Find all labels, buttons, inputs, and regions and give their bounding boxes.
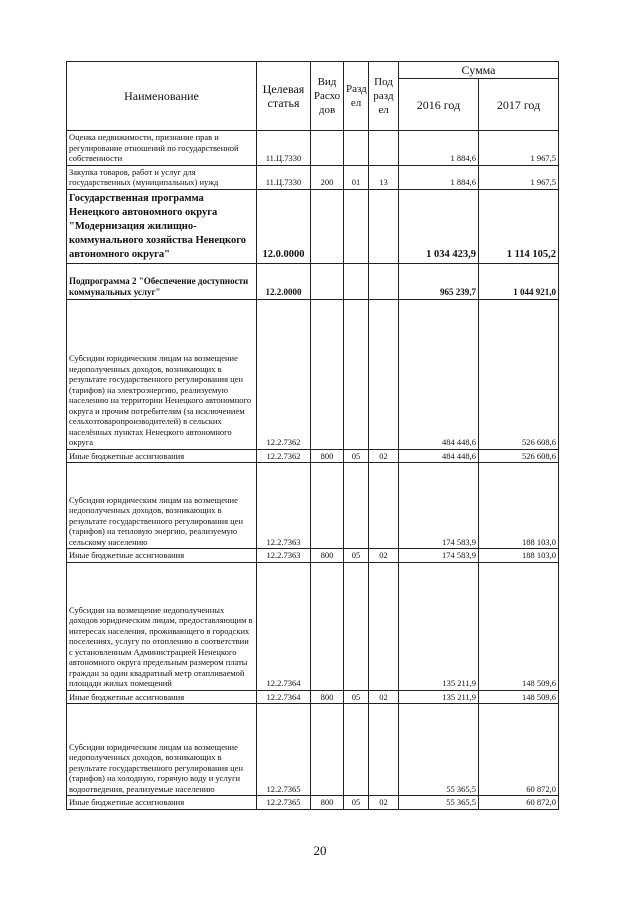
row-name: Иные бюджетные ассигнования: [67, 690, 257, 704]
row-vid: 800: [311, 449, 344, 463]
row-vid: 800: [311, 690, 344, 704]
header-year-2017: 2017 год: [479, 79, 559, 131]
row-podrazd: 02: [369, 690, 399, 704]
row-razd: [344, 299, 369, 449]
table-row: [67, 299, 559, 449]
row-article: 12.0.0000: [257, 189, 311, 263]
row-sum-2017: 1 114 105,2: [479, 189, 559, 263]
row-name: Субсидии юридическим лицам на возмещение недополученных доходов, возникающих в результате государственного регулирования цен (тарифов) на холодную, горячую воду и услуги водоотведения, реализуемые населению: [67, 704, 257, 796]
row-razd: [344, 704, 369, 796]
row-vid: 800: [311, 796, 344, 810]
row-sum-2017: 188 103,0: [479, 549, 559, 563]
row-sum-2016: 55 365,5: [399, 704, 479, 796]
table-row: [67, 690, 559, 704]
row-name: Иные бюджетные ассигнования: [67, 449, 257, 463]
table-row: [67, 131, 559, 166]
row-sum-2016: 1 884,6: [399, 165, 479, 189]
row-podrazd: 02: [369, 549, 399, 563]
row-podrazd: [369, 463, 399, 549]
table-row: [67, 263, 559, 299]
row-name: Иные бюджетные ассигнования: [67, 796, 257, 810]
row-podrazd: [369, 562, 399, 690]
row-sum-2016: 174 583,9: [399, 549, 479, 563]
row-razd: 05: [344, 796, 369, 810]
row-name: Субсидии юридическим лицам на возмещение недополученных доходов, возникающих в результате государственного регулирования цен (тарифов) на тепловую энергию, реализуемую сельскому населению: [67, 463, 257, 549]
row-sum-2016: 484 448,6: [399, 449, 479, 463]
row-razd: 01: [344, 165, 369, 189]
row-article: 12.2.7365: [257, 704, 311, 796]
row-name: Оценка недвижимости, признание прав и регулирование отношений по государственной собственности: [67, 131, 257, 166]
budget-table: [66, 61, 559, 810]
row-sum-2017: 60 872,0: [479, 796, 559, 810]
header-expense-type: Вид Расхо дов: [311, 62, 344, 131]
row-sum-2017: 1 967,5: [479, 131, 559, 166]
row-podrazd: 13: [369, 165, 399, 189]
row-razd: [344, 562, 369, 690]
table-row: [67, 463, 559, 549]
header-name: Наименование: [67, 62, 257, 131]
row-podrazd: [369, 189, 399, 263]
row-vid: [311, 131, 344, 166]
row-sum-2016: 484 448,6: [399, 299, 479, 449]
row-sum-2016: 55 365,5: [399, 796, 479, 810]
row-article: 12.2.7364: [257, 562, 311, 690]
row-sum-2017: 1 967,5: [479, 165, 559, 189]
table-row: [67, 704, 559, 796]
row-vid: [311, 263, 344, 299]
row-sum-2017: 1 044 921,0: [479, 263, 559, 299]
header-subsection: Под разд ел: [369, 62, 399, 131]
row-article: 12.2.7363: [257, 463, 311, 549]
row-article: 12.2.7363: [257, 549, 311, 563]
row-sum-2017: 526 608,6: [479, 449, 559, 463]
row-name: Подпрограмма 2 "Обеспечение доступности коммунальных услуг": [67, 263, 257, 299]
row-vid: [311, 562, 344, 690]
row-sum-2016: 965 239,7: [399, 263, 479, 299]
row-article: 12.2.7365: [257, 796, 311, 810]
row-podrazd: [369, 704, 399, 796]
table-row: [67, 549, 559, 563]
row-name: Субсидии на возмещение недополученных доходов юридическим лицам, предоставляющим в интересах населения, проживающего в городских поселениях, услугу по отоплению в соответствии с установленным Администрацией Ненецкого автономного округа предельным размером платы граждан за один квадратный метр отапливаемой площади жилых помещений: [67, 562, 257, 690]
row-vid: 800: [311, 549, 344, 563]
row-sum-2016: 135 211,9: [399, 690, 479, 704]
row-sum-2016: 135 211,9: [399, 562, 479, 690]
row-razd: [344, 189, 369, 263]
row-podrazd: [369, 263, 399, 299]
row-podrazd: 02: [369, 796, 399, 810]
row-podrazd: [369, 131, 399, 166]
row-article: 12.2.7362: [257, 299, 311, 449]
page-number: 20: [313, 843, 327, 858]
row-name: Закупка товаров, работ и услуг для государственных (муниципальных) нужд: [67, 165, 257, 189]
row-name: Государственная программа Ненецкого автономного округа "Модернизация жилищно-коммунального хозяйства Ненецкого автономного округа": [67, 189, 257, 263]
row-razd: 05: [344, 449, 369, 463]
header-sum: Сумма: [399, 62, 559, 79]
row-article: 12.2.0000: [257, 263, 311, 299]
row-sum-2017: 148 509,6: [479, 690, 559, 704]
row-vid: [311, 463, 344, 549]
row-vid: [311, 189, 344, 263]
table-row: [67, 165, 559, 189]
row-sum-2016: 174 583,9: [399, 463, 479, 549]
row-razd: [344, 131, 369, 166]
row-podrazd: [369, 299, 399, 449]
row-sum-2017: 148 509,6: [479, 562, 559, 690]
table-row: [67, 449, 559, 463]
row-razd: [344, 463, 369, 549]
row-razd: [344, 263, 369, 299]
header-year-2016: 2016 год: [399, 79, 479, 131]
row-vid: [311, 704, 344, 796]
row-vid: [311, 299, 344, 449]
table-row: [67, 189, 559, 263]
row-article: 11.Ц.7330: [257, 131, 311, 166]
table-row: [67, 562, 559, 690]
row-sum-2017: 188 103,0: [479, 463, 559, 549]
row-sum-2017: 526 608,6: [479, 299, 559, 449]
header-section: Разд ел: [344, 62, 369, 131]
row-name: Субсидии юридическим лицам на возмещение недополученных доходов, возникающих в результате государственного регулирования цен (тарифов) на электроэнергию, реализуемую населению на территории Ненецкого автономного округа и прочим потребителям (за исключением сельхозтоваропроизводителей) в сельских населённых пунктах Ненецкого автономного округа: [67, 299, 257, 449]
row-name: Иные бюджетные ассигнования: [67, 549, 257, 563]
row-article: 12.2.7362: [257, 449, 311, 463]
row-sum-2016: 1 884,6: [399, 131, 479, 166]
row-article: 12.2.7364: [257, 690, 311, 704]
row-razd: 05: [344, 690, 369, 704]
header-article: Целевая статья: [257, 62, 311, 131]
table-row: [67, 796, 559, 810]
row-razd: 05: [344, 549, 369, 563]
row-sum-2017: 60 872,0: [479, 704, 559, 796]
row-podrazd: 02: [369, 449, 399, 463]
row-vid: 200: [311, 165, 344, 189]
row-article: 11.Ц.7330: [257, 165, 311, 189]
row-sum-2016: 1 034 423,9: [399, 189, 479, 263]
